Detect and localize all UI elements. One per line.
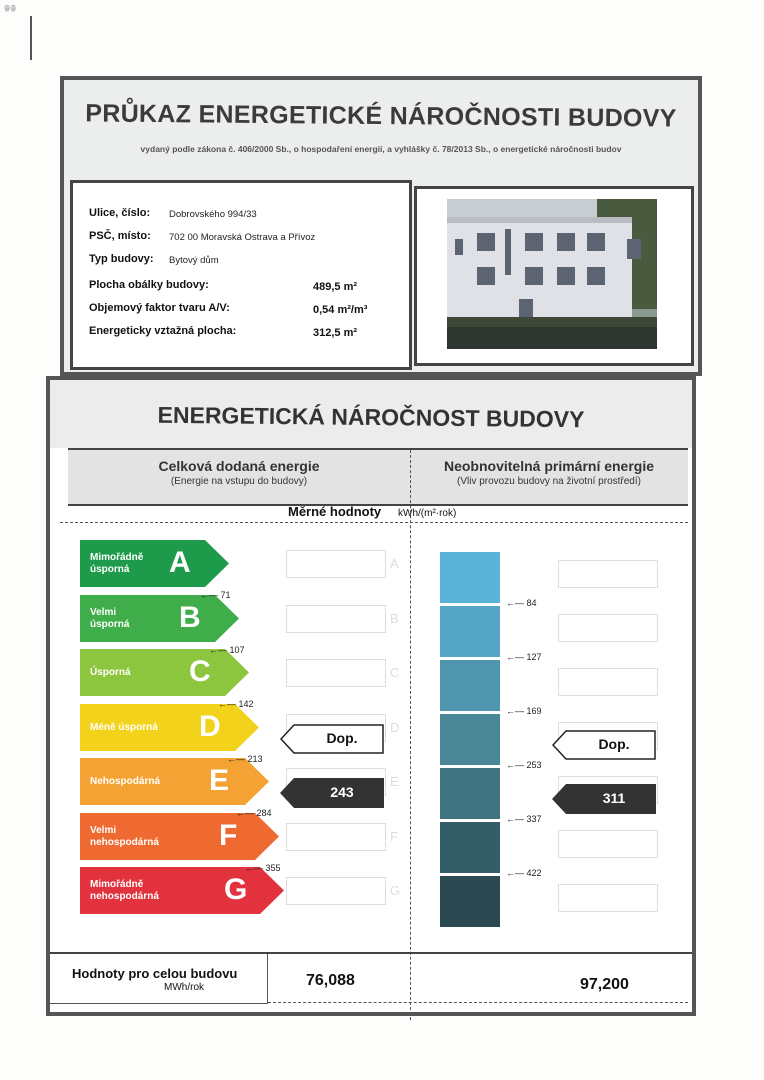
energy-class-label: Úsporná	[90, 667, 131, 678]
psc-label: PSČ, místo:	[89, 230, 151, 242]
energy-class-letter: C	[189, 655, 211, 688]
empty-marker-slot	[286, 659, 386, 687]
primary-energy-segment	[440, 606, 500, 657]
energy-class-label: Velmi	[90, 824, 117, 836]
energy-class-letter: D	[199, 709, 221, 743]
street-value: Dobrovského 994/33	[169, 209, 257, 220]
left-column-header	[68, 448, 410, 506]
reference-area-label: Energeticky vztažná plocha:	[89, 325, 237, 337]
total-primary-value: 97,200	[580, 976, 629, 993]
right-threshold-tick: ←— 169	[506, 706, 542, 716]
left-value-label: 243	[330, 784, 354, 800]
totals-bottom-line	[268, 1002, 688, 1003]
primary-energy-segment	[440, 714, 500, 765]
left-threshold-tick: ←— 71	[200, 590, 231, 600]
energy-class-letter: E	[209, 764, 230, 797]
energy-class-label: Nehospodárná	[90, 776, 161, 787]
energy-class-e	[80, 758, 269, 805]
energy-class-g	[80, 867, 284, 914]
ghost-class-letter: D	[390, 719, 400, 735]
empty-marker-slot	[286, 877, 386, 905]
left-threshold-tick: ←— 284	[236, 808, 272, 818]
right-threshold-tick: ←— 253	[506, 760, 542, 770]
right-threshold-tick: ←— 127	[506, 652, 542, 662]
ghost-class-letter: A	[390, 556, 399, 571]
right-threshold-tick: ←— 422	[506, 868, 542, 878]
right-value-marker	[552, 784, 656, 814]
energy-class-letter: B	[179, 600, 201, 634]
certificate-title: PRŮKAZ ENERGETICKÉ NÁROČNOSTI BUDOVY	[85, 99, 677, 133]
envelope-label: Plocha obálky budovy:	[89, 279, 209, 291]
ghost-class-letter: B	[390, 610, 399, 626]
building-info-box	[70, 180, 412, 370]
energy-class-f	[80, 813, 279, 860]
left-value-marker	[280, 778, 384, 808]
primary-energy-segment	[440, 660, 500, 711]
primary-energy-segment	[440, 876, 500, 927]
energy-class-letter: A	[169, 546, 191, 579]
energy-class-letter: F	[219, 818, 238, 852]
building-photo-frame	[414, 186, 694, 366]
main-title: ENERGETICKÁ NÁROČNOST BUDOVY	[157, 401, 585, 433]
right-column-subtitle: (Vliv provozu budovy na životní prostředí)	[457, 476, 641, 487]
empty-marker-slot	[286, 605, 386, 633]
energy-class-a	[80, 540, 229, 587]
empty-marker-slot	[286, 550, 386, 578]
left-threshold-tick: ←— 213	[227, 753, 263, 764]
scan-corner-mark: ꙮꙮ	[4, 4, 17, 12]
left-threshold-tick: ←— 107	[209, 644, 245, 655]
right-value-label: 311	[602, 790, 626, 806]
type-value: Bytový dům	[169, 255, 219, 266]
left-threshold-tick: ←— 142	[218, 699, 254, 709]
empty-marker-slot	[558, 884, 658, 912]
shape-factor-value: 0,54 m²/m³	[313, 304, 368, 316]
certificate-subtitle: vydaný podle zákona č. 406/2000 Sb., o hospodaření energií, a vyhlášky č. 78/2013 Sb., o energetické náročnosti budov	[140, 144, 622, 154]
energy-class-label: nehospodárná	[90, 836, 159, 848]
certificate-header-panel	[60, 76, 702, 376]
shape-factor-label: Objemový faktor tvaru A/V:	[89, 302, 230, 314]
left-requirement-marker	[280, 724, 384, 754]
energy-class-label: úsporná	[90, 564, 130, 575]
energy-class-b	[80, 595, 239, 642]
street-label: Ulice, číslo:	[89, 207, 151, 219]
right-requirement-label: Dop.	[598, 736, 630, 752]
envelope-value: 489,5 m²	[313, 281, 358, 293]
unit-separator	[60, 522, 688, 523]
energy-performance-panel	[46, 376, 696, 1016]
right-column-header	[410, 448, 688, 506]
primary-energy-segment	[440, 552, 500, 603]
energy-class-label: Mimořádně	[90, 552, 144, 563]
empty-marker-slot	[558, 560, 658, 588]
empty-marker-slot	[286, 823, 386, 851]
total-delivered-value: 76,088	[306, 972, 355, 989]
energy-class-label: Mimořádně	[90, 879, 144, 890]
totals-unit: MWh/rok	[164, 982, 204, 993]
specific-values-label: Měrné hodnoty	[288, 504, 382, 519]
left-column-subtitle: (Energie na vstupu do budovy)	[170, 476, 308, 487]
energy-class-label: Méně úsporná	[90, 721, 158, 733]
ghost-class-letter: C	[390, 665, 400, 680]
energy-class-d	[80, 704, 259, 751]
building-photo	[447, 199, 657, 349]
totals-row	[50, 952, 692, 1020]
right-column-title: Neobnovitelná primární energie	[443, 458, 655, 474]
left-column-title: Celková dodaná energie	[158, 458, 320, 474]
unit-label: kWh/(m²·rok)	[398, 508, 457, 519]
primary-energy-segment	[440, 822, 500, 873]
column-divider	[410, 450, 411, 1020]
energy-class-label: úsporná	[90, 618, 130, 630]
right-requirement-marker	[552, 730, 656, 760]
scan-edge-mark	[30, 16, 32, 60]
empty-marker-slot	[558, 668, 658, 696]
left-threshold-tick: ←— 355	[245, 862, 281, 873]
ghost-class-letter: F	[390, 828, 398, 844]
empty-marker-slot	[558, 614, 658, 642]
primary-energy-segment	[440, 768, 500, 819]
type-label: Typ budovy:	[89, 253, 154, 265]
right-threshold-tick: ←— 337	[506, 814, 542, 824]
empty-marker-slot	[558, 830, 658, 858]
totals-label: Hodnoty pro celou budovu	[72, 966, 238, 981]
left-requirement-label: Dop.	[326, 730, 358, 746]
energy-class-c	[80, 649, 249, 696]
energy-class-label: nehospodárná	[90, 891, 159, 902]
right-threshold-tick: ←— 84	[506, 598, 537, 608]
ghost-class-letter: E	[390, 774, 399, 789]
energy-class-letter: G	[224, 873, 248, 906]
ghost-class-letter: G	[390, 883, 401, 898]
psc-value: 702 00 Moravská Ostrava a Přívoz	[169, 232, 316, 243]
energy-class-label: Velmi	[90, 606, 117, 618]
reference-area-value: 312,5 m²	[313, 327, 358, 339]
